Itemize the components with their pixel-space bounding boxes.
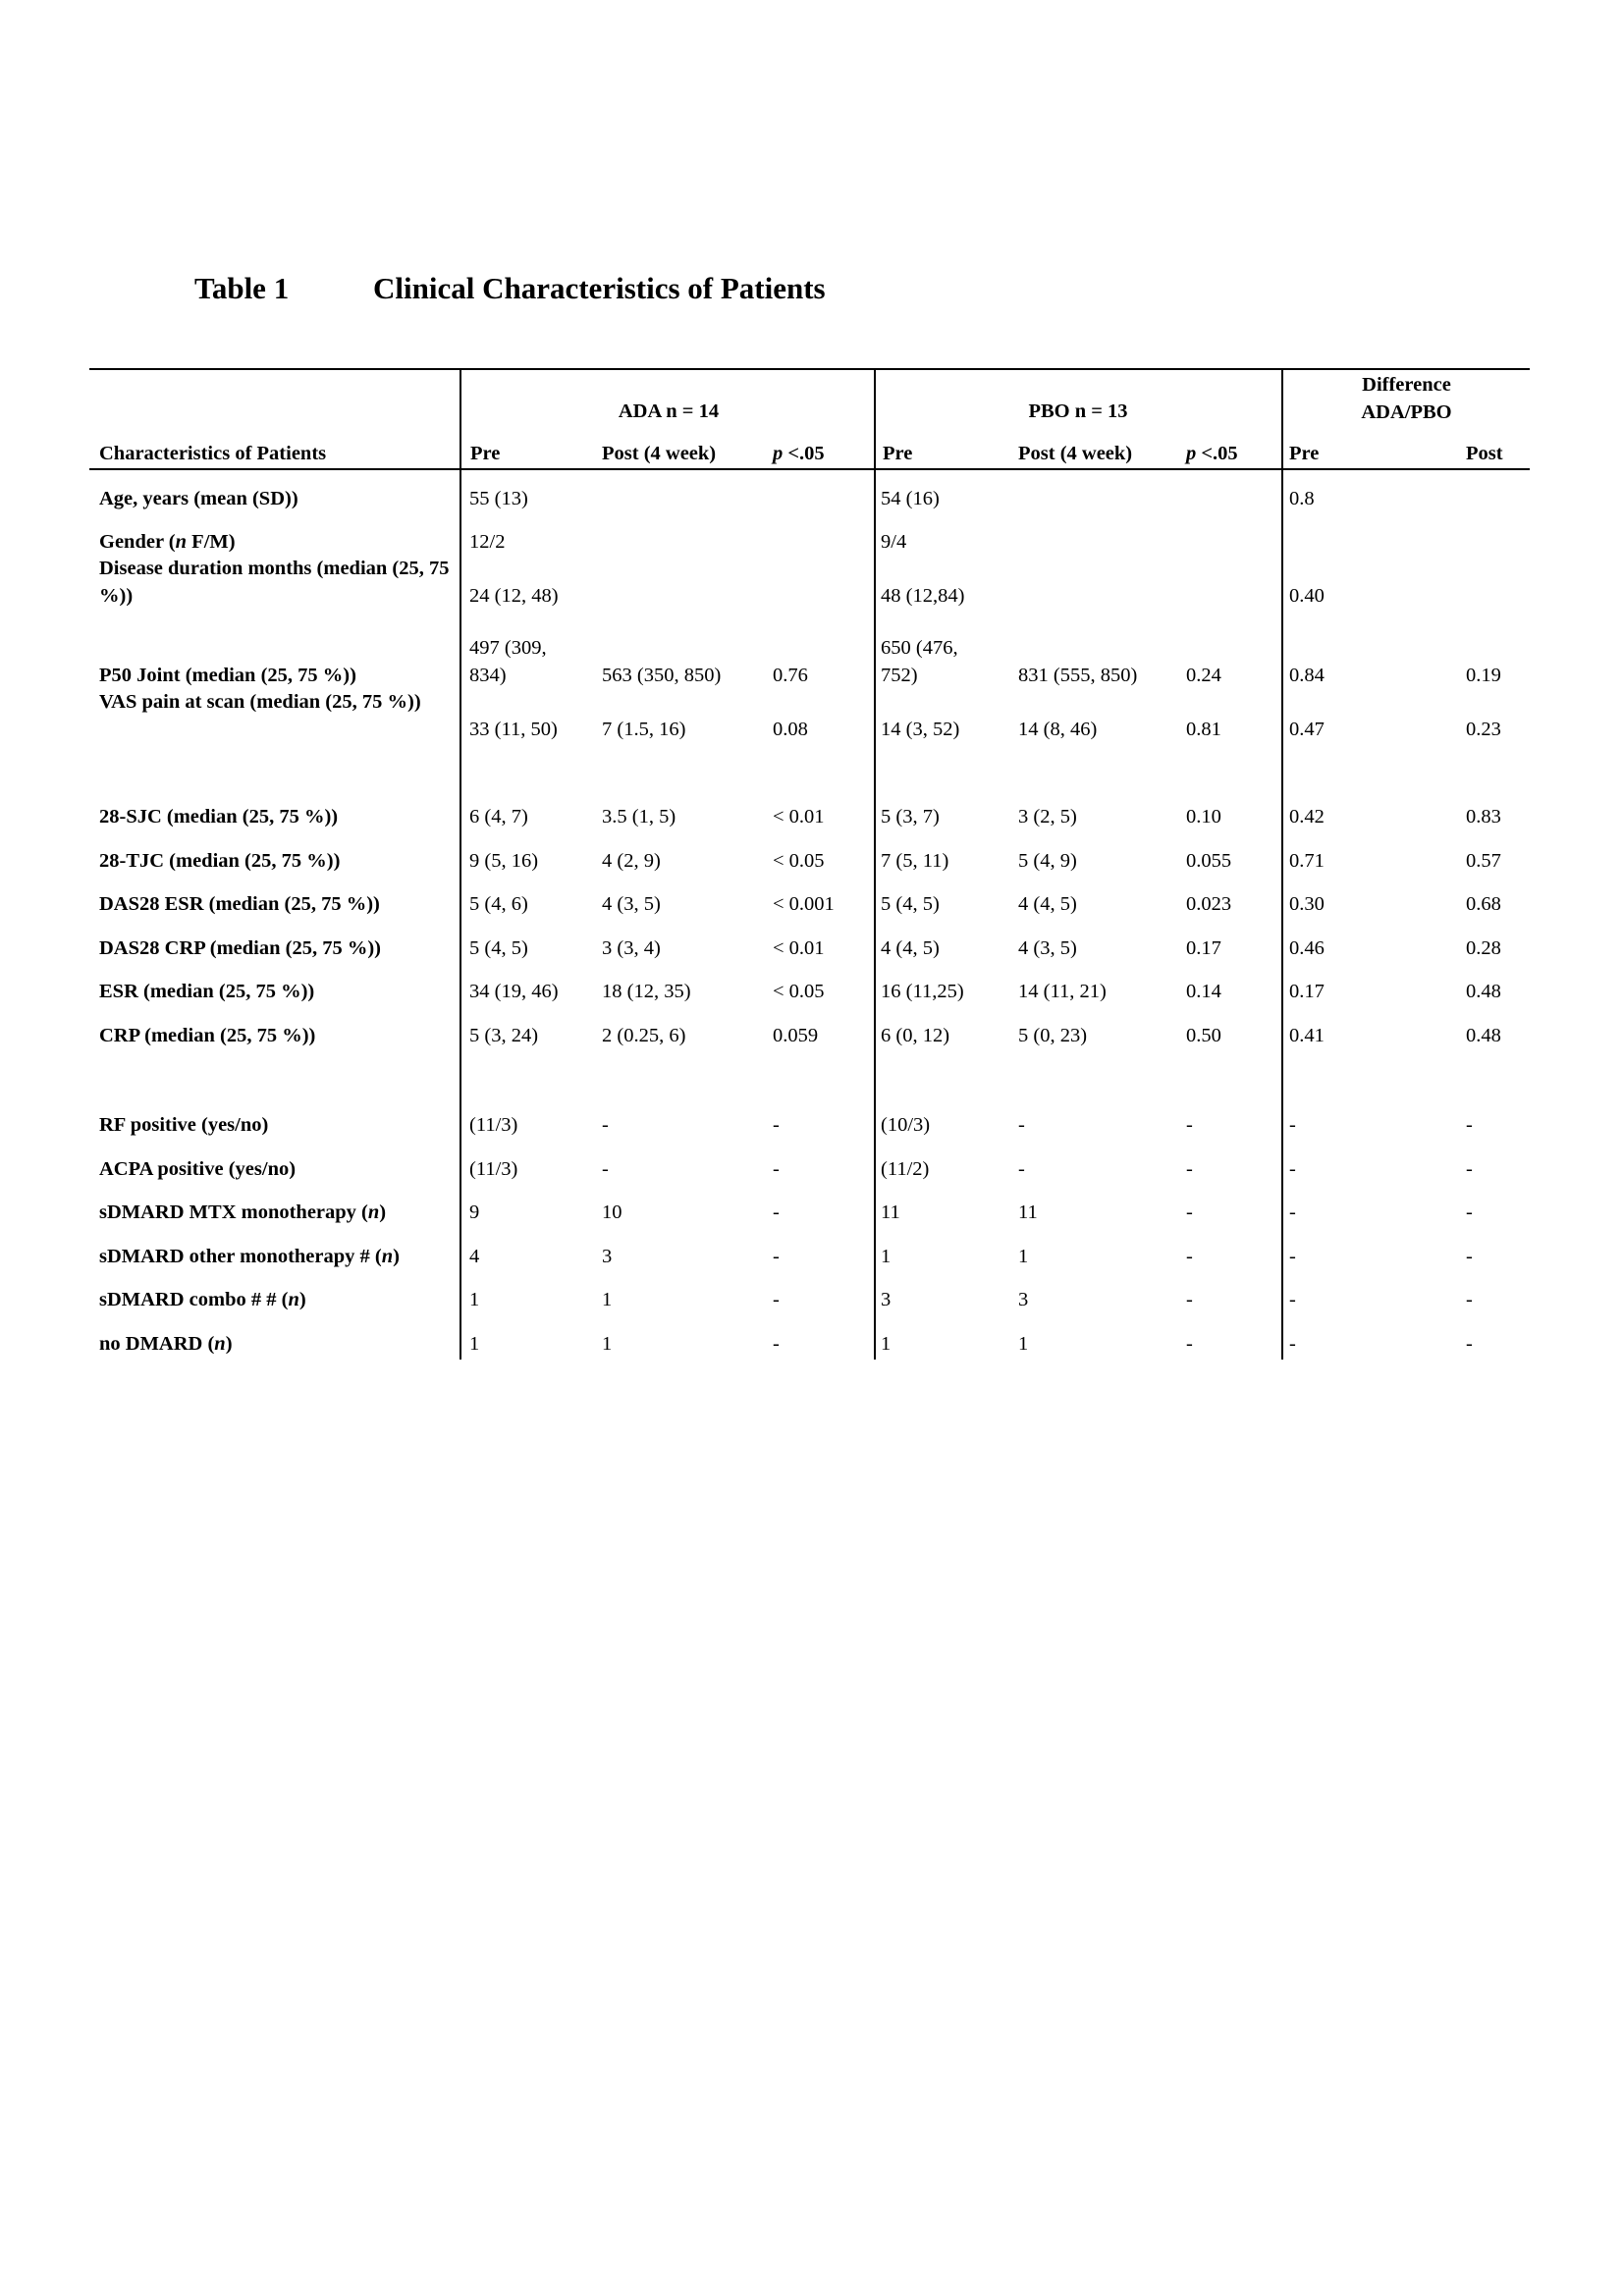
row-label-sdmard-combo-n: n	[288, 1289, 299, 1310]
divider-diff	[1281, 368, 1283, 1360]
row-label-no-dmard-b: )	[225, 1333, 233, 1355]
cell-ada-post: 1	[602, 1289, 613, 1310]
header-ada-pre: Pre	[470, 443, 501, 464]
cell-ada-p: 0.059	[773, 1025, 819, 1046]
cell-pbo-p: 0.50	[1186, 1025, 1221, 1046]
cell-ada-pre: 34 (19, 46)	[469, 981, 559, 1002]
cell-diff-pre: 0.46	[1289, 937, 1325, 959]
header-pbo-post: Post (4 week)	[1018, 443, 1133, 464]
cell-diff-post: -	[1466, 1201, 1473, 1223]
cell-ada-p: 0.76	[773, 665, 808, 686]
cell-ada-pre: (11/3)	[469, 1158, 518, 1180]
header-pbo-p-italic: p	[1186, 443, 1197, 464]
cell-ada-post: 3 (3, 4)	[602, 937, 661, 959]
row-label-sdmard-other-a: sDMARD other monotherapy # (	[99, 1246, 382, 1267]
cell-diff-post: 0.68	[1466, 893, 1501, 915]
cell-diff-pre: 0.40	[1289, 585, 1325, 607]
cell-ada-pre: 497 (309, 834)	[469, 637, 547, 686]
header-difference-line1: Difference	[1362, 374, 1451, 396]
cell-diff-post: -	[1466, 1114, 1473, 1136]
row-label-no-dmard-a: no DMARD (	[99, 1333, 215, 1355]
row-label-crp: CRP (median (25, 75 %))	[99, 1025, 316, 1046]
cell-diff-pre: 0.30	[1289, 893, 1325, 915]
cell-ada-p: -	[773, 1201, 780, 1223]
cell-diff-post: 0.83	[1466, 806, 1501, 828]
cell-diff-post: 0.48	[1466, 1025, 1501, 1046]
row-label-age: Age, years (mean (SD))	[99, 488, 298, 509]
header-ada-p-italic: p	[773, 443, 784, 464]
row-label-gender-a: Gender (	[99, 531, 176, 553]
cell-pbo-pre: 650 (476, 752)	[881, 637, 958, 686]
cell-pbo-pre: 54 (16)	[881, 488, 940, 509]
cell-pbo-p: -	[1186, 1333, 1193, 1355]
cell-diff-pre: 0.41	[1289, 1025, 1325, 1046]
row-label-no-dmard-n: n	[214, 1333, 226, 1355]
header-bottom-rule	[89, 468, 1530, 470]
row-label-esr: ESR (median (25, 75 %))	[99, 981, 315, 1002]
cell-diff-pre: -	[1289, 1246, 1296, 1267]
cell-pbo-post: 1	[1018, 1333, 1029, 1355]
cell-pbo-p: 0.023	[1186, 893, 1232, 915]
header-group-ada: ADA n = 14	[618, 400, 720, 422]
header-ada-p	[773, 440, 825, 467]
cell-pbo-pre: 14 (3, 52)	[881, 719, 960, 740]
cell-diff-post: -	[1466, 1333, 1473, 1355]
cell-pbo-pre: (10/3)	[881, 1114, 931, 1136]
cell-ada-p: -	[773, 1289, 780, 1310]
cell-ada-post: -	[602, 1114, 609, 1136]
cell-ada-pre: 55 (13)	[469, 488, 528, 509]
cell-pbo-post: 3 (2, 5)	[1018, 806, 1077, 828]
cell-ada-post: 4 (2, 9)	[602, 850, 661, 872]
cell-pbo-pre: (11/2)	[881, 1158, 930, 1180]
cell-ada-p: < 0.001	[773, 893, 835, 915]
cell-diff-pre: 0.71	[1289, 850, 1325, 872]
row-label-sdmard-mtx-a: sDMARD MTX monotherapy (	[99, 1201, 368, 1223]
cell-ada-pre: 4	[469, 1246, 480, 1267]
row-label-gender	[99, 528, 453, 556]
row-label-acpa-positive: ACPA positive (yes/no)	[99, 1158, 297, 1180]
header-ada-p-rest: <.05	[783, 443, 825, 464]
row-label-gender-n: n	[175, 531, 188, 553]
cell-diff-post: -	[1466, 1158, 1473, 1180]
cell-pbo-pre: 3	[881, 1289, 892, 1310]
cell-pbo-p: -	[1186, 1246, 1193, 1267]
cell-pbo-post: -	[1018, 1114, 1025, 1136]
cell-pbo-p: -	[1186, 1158, 1193, 1180]
clinical-characteristics-table	[89, 368, 1530, 1360]
header-group-difference	[1283, 371, 1530, 426]
row-label-vas-pain: VAS pain at scan (median (25, 75 %))	[99, 691, 421, 713]
cell-pbo-pre: 11	[881, 1201, 900, 1223]
cell-pbo-post: 5 (4, 9)	[1018, 850, 1077, 872]
cell-ada-p: -	[773, 1158, 780, 1180]
cell-pbo-post: 4 (4, 5)	[1018, 893, 1077, 915]
cell-ada-pre: 5 (4, 5)	[469, 937, 528, 959]
cell-pbo-post: 11	[1018, 1201, 1038, 1223]
cell-diff-pre: -	[1289, 1201, 1296, 1223]
row-label-sdmard-mtx	[99, 1199, 453, 1226]
cell-pbo-post: 5 (0, 23)	[1018, 1025, 1088, 1046]
cell-diff-pre: 0.17	[1289, 981, 1325, 1002]
cell-diff-post: 0.23	[1466, 719, 1501, 740]
header-row-label: Characteristics of Patients	[99, 443, 327, 464]
cell-ada-pre: 12/2	[469, 531, 506, 553]
cell-ada-post: 4 (3, 5)	[602, 893, 661, 915]
divider-pbo	[874, 368, 876, 1360]
header-group-pbo: PBO n = 13	[1028, 400, 1128, 422]
cell-ada-pre: 6 (4, 7)	[469, 806, 528, 828]
cell-pbo-p: -	[1186, 1289, 1193, 1310]
cell-pbo-p: 0.17	[1186, 937, 1221, 959]
cell-pbo-post: 3	[1018, 1289, 1029, 1310]
header-pbo-pre: Pre	[883, 443, 913, 464]
cell-ada-p: -	[773, 1246, 780, 1267]
cell-diff-pre: -	[1289, 1158, 1296, 1180]
row-label-disease-duration: Disease duration months (median (25, 75 %))	[99, 558, 450, 607]
table-caption: Clinical Characteristics of Patients	[373, 271, 826, 305]
row-label-das28-crp: DAS28 CRP (median (25, 75 %))	[99, 937, 381, 959]
cell-ada-pre: 5 (4, 6)	[469, 893, 528, 915]
cell-pbo-p: -	[1186, 1114, 1193, 1136]
cell-pbo-pre: 1	[881, 1333, 892, 1355]
cell-ada-pre: 5 (3, 24)	[469, 1025, 539, 1046]
cell-diff-pre: 0.42	[1289, 806, 1325, 828]
cell-diff-pre: -	[1289, 1289, 1296, 1310]
cell-ada-post: 1	[602, 1333, 613, 1355]
cell-ada-post: 7 (1.5, 16)	[602, 719, 686, 740]
cell-ada-p: < 0.05	[773, 981, 825, 1002]
row-label-sdmard-other-b: )	[393, 1246, 400, 1267]
cell-pbo-p: 0.81	[1186, 719, 1221, 740]
cell-ada-pre: 1	[469, 1333, 480, 1355]
cell-ada-p: -	[773, 1114, 780, 1136]
row-label-sdmard-combo-b: )	[298, 1289, 306, 1310]
cell-ada-post: 2 (0.25, 6)	[602, 1025, 686, 1046]
cell-ada-pre: 24 (12, 48)	[469, 585, 559, 607]
cell-pbo-pre: 5 (4, 5)	[881, 893, 940, 915]
row-label-p50-joint: P50 Joint (median (25, 75 %))	[99, 665, 356, 686]
row-label-no-dmard	[99, 1330, 453, 1358]
cell-ada-p: -	[773, 1333, 780, 1355]
cell-diff-pre: -	[1289, 1333, 1296, 1355]
cell-pbo-pre: 4 (4, 5)	[881, 937, 940, 959]
cell-pbo-post: 14 (8, 46)	[1018, 719, 1098, 740]
cell-pbo-post: -	[1018, 1158, 1025, 1180]
header-difference-line2: ADA/PBO	[1361, 401, 1452, 423]
cell-pbo-p: 0.24	[1186, 665, 1221, 686]
row-label-sdmard-combo	[99, 1286, 453, 1313]
cell-pbo-p: -	[1186, 1201, 1193, 1223]
cell-ada-pre: 9 (5, 16)	[469, 850, 539, 872]
row-label-sdmard-combo-a: sDMARD combo # # (	[99, 1289, 289, 1310]
cell-ada-pre: 9	[469, 1201, 480, 1223]
row-label-sdmard-mtx-n: n	[367, 1201, 380, 1223]
row-label-sdmard-other-n: n	[381, 1246, 394, 1267]
cell-diff-pre: 0.8	[1289, 488, 1315, 509]
divider-ada	[460, 368, 461, 1360]
cell-ada-p: < 0.01	[773, 806, 825, 828]
row-label-das28-esr: DAS28 ESR (median (25, 75 %))	[99, 893, 380, 915]
cell-diff-post: -	[1466, 1246, 1473, 1267]
row-label-gender-b: F/M)	[187, 531, 236, 553]
cell-ada-p: < 0.01	[773, 937, 825, 959]
cell-pbo-p: 0.055	[1186, 850, 1232, 872]
cell-diff-post: 0.57	[1466, 850, 1501, 872]
cell-pbo-pre: 48 (12,84)	[881, 585, 965, 607]
cell-pbo-pre: 7 (5, 11)	[881, 850, 949, 872]
cell-ada-post: 563 (350, 850)	[602, 665, 722, 686]
cell-diff-post: 0.19	[1466, 665, 1501, 686]
table-top-rule	[89, 368, 1530, 370]
cell-pbo-p: 0.10	[1186, 806, 1221, 828]
table-title	[194, 271, 826, 306]
cell-pbo-pre: 9/4	[881, 531, 907, 553]
cell-pbo-pre: 16 (11,25)	[881, 981, 964, 1002]
cell-ada-post: -	[602, 1158, 609, 1180]
cell-ada-post: 10	[602, 1201, 622, 1223]
cell-ada-post: 3	[602, 1246, 613, 1267]
row-label-28-tjc: 28-TJC (median (25, 75 %))	[99, 850, 341, 872]
row-label-sdmard-other	[99, 1243, 453, 1270]
cell-ada-post: 3.5 (1, 5)	[602, 806, 676, 828]
header-pbo-p	[1186, 440, 1238, 467]
cell-diff-post: 0.28	[1466, 937, 1501, 959]
cell-ada-pre: 1	[469, 1289, 480, 1310]
cell-ada-pre: (11/3)	[469, 1114, 518, 1136]
cell-diff-post: 0.48	[1466, 981, 1501, 1002]
row-label-28-sjc: 28-SJC (median (25, 75 %))	[99, 806, 339, 828]
cell-pbo-pre: 1	[881, 1246, 892, 1267]
header-pbo-p-rest: <.05	[1196, 443, 1238, 464]
cell-diff-pre: -	[1289, 1114, 1296, 1136]
cell-ada-p: 0.08	[773, 719, 808, 740]
table-number: Table 1	[194, 271, 290, 305]
header-diff-post: Post	[1466, 443, 1503, 464]
cell-pbo-p: 0.14	[1186, 981, 1221, 1002]
cell-pbo-post: 14 (11, 21)	[1018, 981, 1107, 1002]
cell-pbo-post: 4 (3, 5)	[1018, 937, 1077, 959]
cell-pbo-post: 1	[1018, 1246, 1029, 1267]
header-diff-pre: Pre	[1289, 443, 1320, 464]
cell-ada-post: 18 (12, 35)	[602, 981, 691, 1002]
cell-diff-pre: 0.84	[1289, 665, 1325, 686]
cell-pbo-post: 831 (555, 850)	[1018, 665, 1138, 686]
cell-pbo-pre: 6 (0, 12)	[881, 1025, 950, 1046]
cell-diff-post: -	[1466, 1289, 1473, 1310]
cell-ada-pre: 33 (11, 50)	[469, 719, 558, 740]
cell-diff-pre: 0.47	[1289, 719, 1325, 740]
cell-ada-p: < 0.05	[773, 850, 825, 872]
row-label-rf-positive: RF positive (yes/no)	[99, 1114, 269, 1136]
cell-pbo-pre: 5 (3, 7)	[881, 806, 940, 828]
row-label-sdmard-mtx-b: )	[379, 1201, 387, 1223]
header-ada-post: Post (4 week)	[602, 443, 717, 464]
